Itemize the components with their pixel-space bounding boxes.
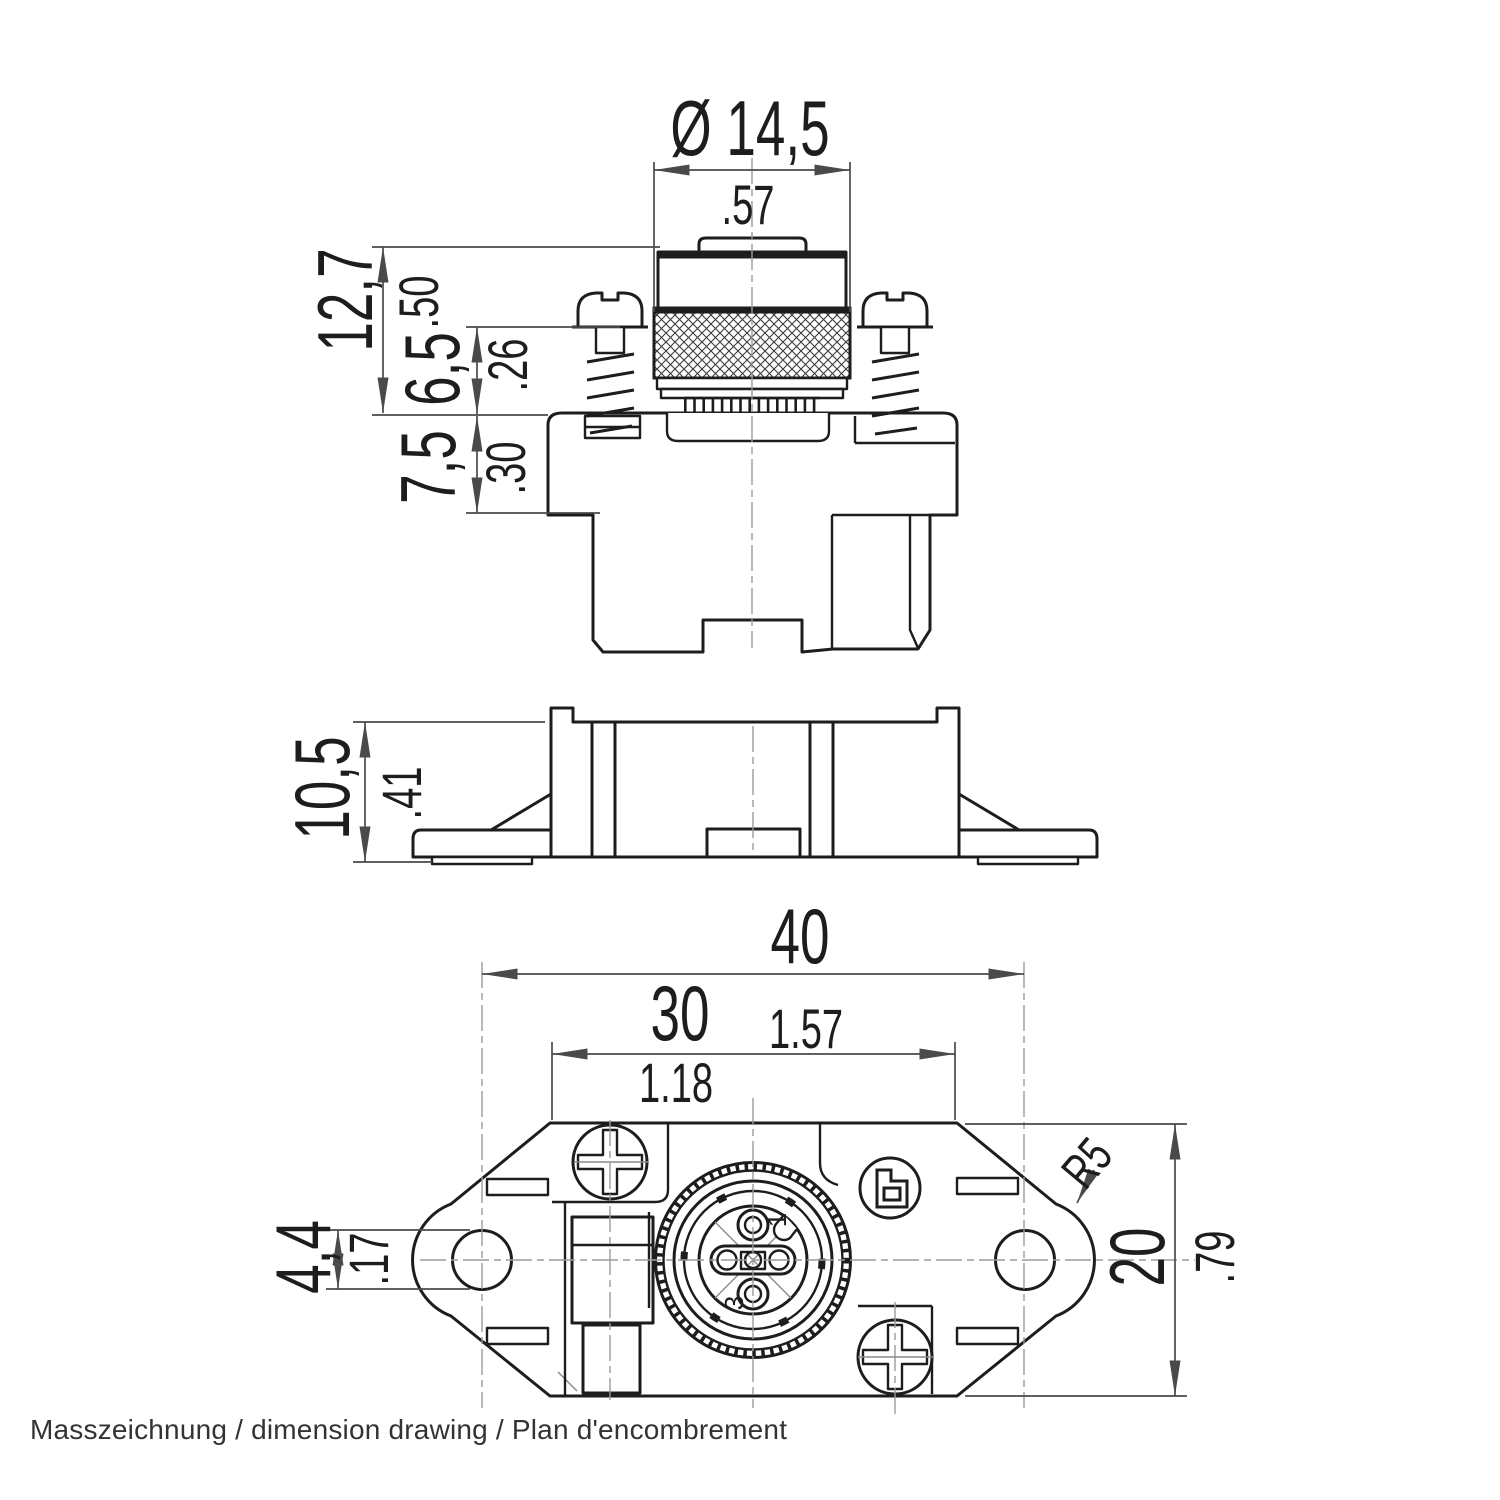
dim-hole-diameter-mm: 4,4 (261, 1220, 348, 1294)
dim-flange-width-mm: 20 (1095, 1227, 1182, 1287)
dim-hole-spacing-mm: 40 (770, 894, 830, 981)
slot-left-top (487, 1179, 548, 1195)
pin-bottom-label: 3 (719, 1295, 749, 1311)
cable-clamp-block (572, 1217, 653, 1323)
dim-screw-height-mm: 6,5 (390, 332, 477, 406)
side-wing-right (959, 830, 1097, 857)
dim-flange-height-mm: 10,5 (280, 736, 367, 840)
dim-hole-diameter-in: .17 (338, 1232, 401, 1286)
slot-right-top (957, 1178, 1018, 1194)
dim-total-height-mm: 12,7 (303, 248, 390, 352)
clamp-lower-block (583, 1325, 640, 1393)
dim-screw-height-in: .26 (477, 338, 540, 392)
center-recess (667, 413, 829, 441)
dim-total-height-in: .50 (388, 275, 451, 329)
front-view (303, 86, 957, 652)
side-view (280, 708, 1097, 864)
dim-knurl-diameter-mm: Ø 14,5 (670, 86, 830, 173)
dim-hole-spacing-in: 1.57 (768, 998, 844, 1061)
binder-logo-icon (860, 1158, 920, 1218)
side-flange-block (551, 708, 959, 857)
plan-view (261, 894, 1247, 1418)
dim-flange-height-in: .41 (371, 766, 434, 820)
dim-corner-radius: R5 (1051, 1128, 1124, 1199)
dim-body-height-in: .30 (475, 441, 538, 495)
screw-head-left (578, 293, 642, 327)
screw-neck-left (596, 327, 624, 353)
slot-left-bottom (487, 1328, 548, 1344)
slot-right-bottom (957, 1328, 1018, 1344)
dim-body-height-mm: 7,5 (386, 430, 473, 504)
side-pad-left (432, 857, 532, 864)
screw-head-right (863, 293, 927, 327)
pin-top-label: 1 (762, 1212, 792, 1228)
dim-knurl-diameter-in: .57 (721, 174, 775, 237)
dim-body-length-in: 1.18 (638, 1052, 714, 1115)
dim-flange-width-in: .79 (1184, 1230, 1247, 1284)
side-pad-right (978, 857, 1078, 864)
screw-neck-right (881, 327, 909, 353)
drawing-caption: Masszeichnung / dimension drawing / Plan d'encombrement (30, 1414, 788, 1445)
dim-body-length-mm: 30 (650, 971, 710, 1058)
side-wing-left (413, 830, 551, 857)
